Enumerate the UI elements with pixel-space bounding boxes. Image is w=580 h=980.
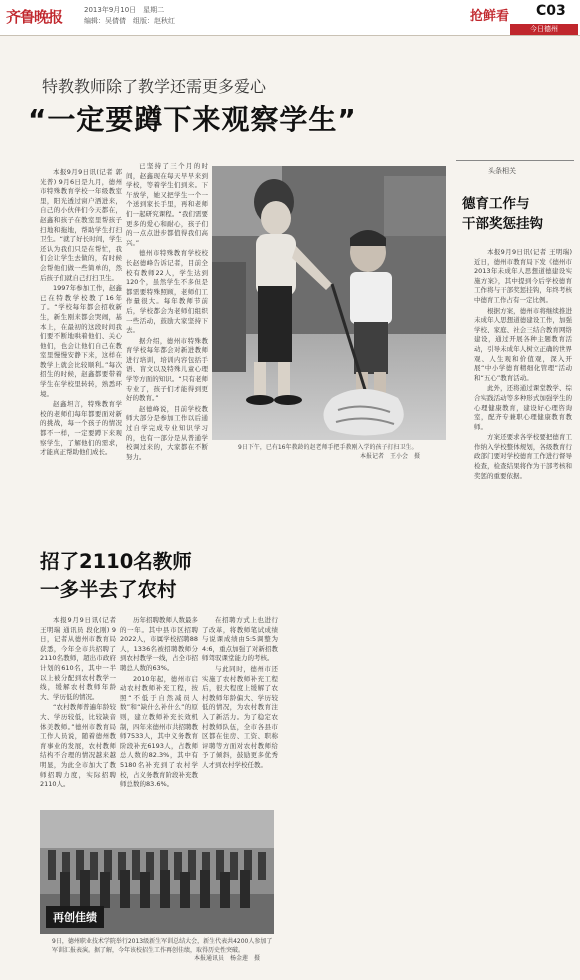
newspaper-logo: 齐鲁晚报 <box>6 8 63 26</box>
page-header <box>0 0 580 36</box>
sidebar-paragraph: 方案还要求各学校要把德育工作纳入学校整体规划，各级教育行政部门要对学校德育工作进行督导检查，检查结果将作为干部考核和奖惩的重要依据。 <box>474 433 572 480</box>
second-headline-line: 招了2110名教师 <box>40 550 192 573</box>
photo-title-badge: 再创佳绩 <box>46 906 104 928</box>
second-photo-credit: 本报通讯员 杨金莲 摄 <box>194 955 261 962</box>
lead-kicker: 特教教师除了教学还需更多爱心 <box>42 77 267 96</box>
lead-column-1 <box>40 168 122 540</box>
second-photo-caption: 9日，德州职业技术学院举行2013级新生军训总结大会，新生代表共4200人参加了军训汇报表演。据了解，今年该校招生工作再创佳绩，取得历史性突破。 <box>52 938 273 954</box>
lead-col1-paragraph: 本报9月9日讯(记者 郭光普) 9月6日是九月，德州市特殊教育学校一年级教室里，阳光透过窗户洒进来，自己的小伙伴们今天都在，赵鑫和孩子在教室里帮孩子扫地和拖地，帮助学生打扫卫生。“就了好长时间，学生还认为我们只是在帮忙，我们会让学生去做的，有时候会帮他们做一些简单的，然后孩子们就自己打扫卫生。 <box>40 168 122 282</box>
issue-date: 2013年9月10日 星期二 <box>84 6 165 14</box>
second-col1-paragraph: “农村教师普遍年龄较大、学历较低，比较缺音体美教师。”德州市教育局工作人员说，随着德州教育事业的发展，农村教师结构不合理的情况越来越明显，为此全市加大了教师招聘力度，实际招聘2110人。 <box>40 703 116 789</box>
second-col1-paragraph: 本报9月9日讯(记者 王明瑞 通讯员 段化刚) 9日，记者从德州市教育局获悉，今年全市共招聘了2110名教师，超出市政府计划的610名，其中一半以上被分配到农村教学一线，缓解农村教师年龄大、学历低的情况。 <box>40 616 116 701</box>
second-col3-paragraph: 与此同时，德州市还实施了农村教师补充工程后，很大程度上缓解了农村教师年龄偏大、学历较低的情况，为农村教育注入了新活力。为了稳定农村教师队伍，全市各县市区都在住房、工资、职称评聘等方面对农村教师给予了倾斜，鼓励更多优秀人才到农村学校任教。 <box>202 664 278 769</box>
second-col3-paragraph: 在招聘方式上也进行了改革，将教师笔试成绩与说课成绩由5:5调整为4:6，重点加强了对新招教师驾驭课堂能力的考核。 <box>202 616 278 663</box>
second-col2-paragraph: 2010年起，德州市启动农村教师补充工程，按照“不低于自然减员人数”和“缺什么补什么”的原则，建立教师补充长效机制，四年来德州市共招聘教师7533人，其中义务教育阶段补充6193人，占教师总人数的82.3%，其中有5180名补充到了农村学校，占义务教育阶段补充教师总数的83.6%。 <box>120 674 198 789</box>
second-column-3 <box>202 616 278 802</box>
sidebar-headline <box>462 194 543 234</box>
sidebar-paragraph: 本报9月9日讯(记者 王明瑞) 近日，德州市教育局下发《德州市2013年未成年人思想道德建设实施方案》，其中提到今后学校德育工作将与干部奖惩挂钩，年终考核中德育工作占有一定比例。 <box>474 248 572 304</box>
lead-col2-paragraph: 已坚持了三个月的时间，赵鑫现在每天早早来到学校，等着学生们到来。下午放学，她又把学生一个一个送到家长手里，再和老师们一起研究课程。“我们需要更多的爱心和耐心，孩子们的一点点进步都值得我们高兴。” <box>126 162 208 247</box>
sidebar-label: 头条相关 <box>488 167 516 175</box>
second-headline <box>40 548 192 604</box>
lead-col2-paragraph: 赵德峰说，目前学校教师大部分是参加工作以后通过自学完成专业知识学习的，也有一部分是从普通学校调过来的，大家都在不断努力。 <box>126 404 208 461</box>
page-number: C03 <box>536 3 566 19</box>
second-col2-paragraph: 历年招聘教师人数最多的一年。其中县市区招聘2022人，市属学校招聘88人，1336名被招聘教师分到农村教学一线，占全市招聘总人数的63%。 <box>120 616 198 672</box>
lead-headline: “一定要蹲下来观察学生” <box>28 103 357 136</box>
lead-column-2 <box>126 162 208 540</box>
issue-info <box>84 5 175 27</box>
lead-photo <box>212 166 446 440</box>
sidebar-paragraph: 此外，还将通过课堂教学、综合实践活动等多种形式加强学生的心理健康教育，建设好心理咨询室，配齐专兼职心理健康教育教师。 <box>474 384 572 431</box>
lead-col1-paragraph: 1997年参加工作，赵鑫已在特教学校教了16年了。“学校每年都会招收新生，新生刚来都会哭闹，基本上，在最初的这段时间我们要不断地哄着他们、关心他们，也会让他们自己在教室里慢慢安静下来，这样在教学上就会比较顺利。”每次招生的时候，赵鑫都要带着学生在学校里转转，熟悉环境。 <box>40 284 122 398</box>
lead-photo-illustration <box>212 166 446 440</box>
lead-col2-paragraph: 德州市特殊教育学校校长赵德峰告诉记者，目前全校有教师22人，学生达到120个，虽然学生不多但是都需要特殊照顾，老师们工作量很大。每年教师节前后，学校都会为老师们组织一些活动，鼓励大家坚持下去。 <box>126 249 208 335</box>
issue-editors: 编辑：吴倩倩 组版：赵秋红 <box>84 17 175 25</box>
sidebar-paragraph: 根据方案，德州市将继续推进未成年人思想道德建设工作，加强学校、家庭、社会三结合教育网络建设，通过开展各种主题教育活动，引导未成年人树立正确的世界观、人生观和价值观，深入开展“中小学德育精细化管理”活动和“五心”教育活动。 <box>474 306 572 382</box>
lead-photo-credit: 本报记者 王小会 摄 <box>360 453 421 460</box>
second-column-2 <box>120 616 198 802</box>
second-column-1 <box>40 616 116 802</box>
second-headline-line: 一多半去了农村 <box>40 578 177 601</box>
subsection-badge: 今日德州 <box>510 24 578 35</box>
section-title: 抢鲜看 <box>470 9 510 24</box>
sidebar-headline-line: 德育工作与 <box>462 196 530 212</box>
lead-col2-paragraph: 据介绍，德州市特殊教育学校每年都会对新进教师进行培训，培训内容包括手语、盲文以及特殊儿童心理学等方面的知识。“只有老师专业了，孩子们才能得到更好的教育。” <box>126 336 208 403</box>
sidebar-divider <box>456 160 574 161</box>
sidebar-body <box>474 248 572 548</box>
sidebar-headline-line: 干部奖惩挂钩 <box>462 216 543 232</box>
second-photo <box>40 810 274 934</box>
lead-col1-paragraph: 赵鑫坦言，特殊教育学校的老师们每年都要面对新的挑战，每一个孩子的情况都不一样，一定要蹲下来观察学生，了解他们的需求，才能真正帮助他们成长。 <box>40 400 122 457</box>
lead-photo-caption: 9日下午，已有16年教龄的赵老师手把手教刚入学的孩子打扫卫生。 <box>238 444 418 451</box>
